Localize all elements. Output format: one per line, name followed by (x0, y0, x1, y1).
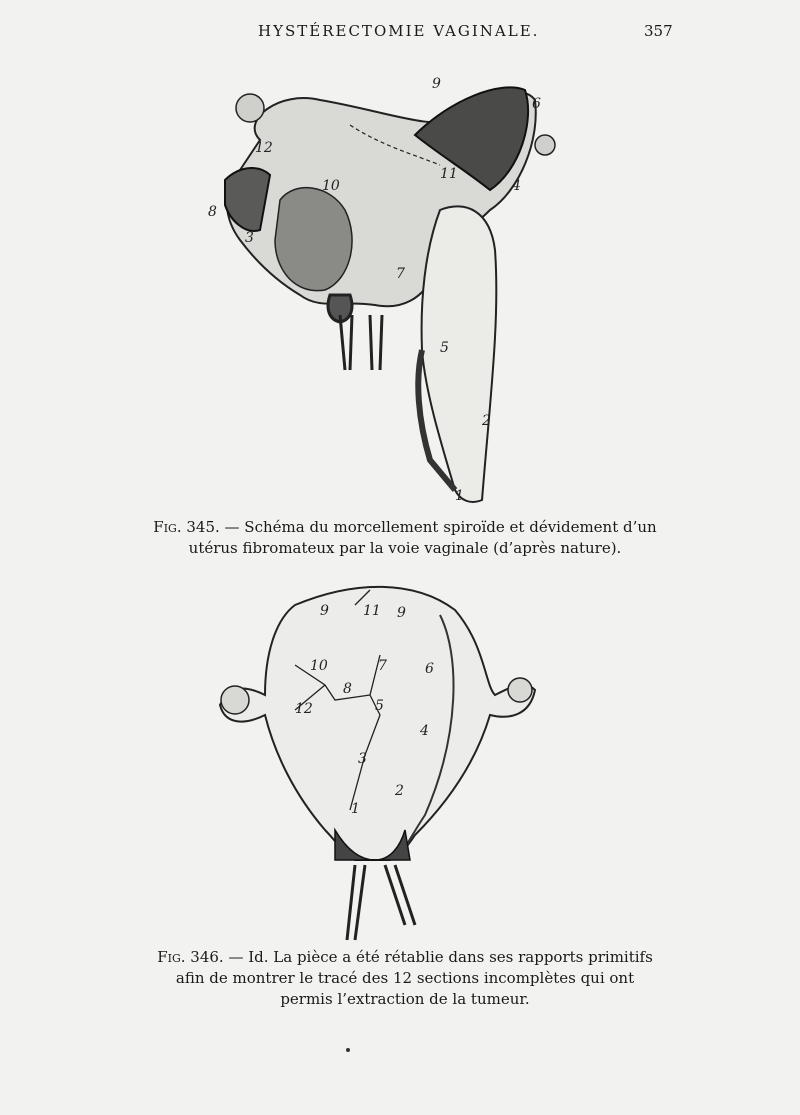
fig346-label-7: 7 (378, 658, 387, 674)
fig345-label-10: 10 (322, 178, 340, 194)
figure-345-label: Fig. 345. (153, 518, 220, 536)
fig346-label-2: 2 (395, 783, 404, 799)
fig346-label-9b: 9 (397, 605, 406, 621)
fig346-label-1: 1 (351, 801, 360, 817)
fig346-label-4: 4 (420, 723, 429, 739)
fig346-label-6: 6 (425, 661, 434, 677)
fig346-label-11: 11 (363, 603, 381, 619)
figure-346-illustration (205, 585, 560, 945)
fig345-label-4: 4 (512, 178, 521, 194)
fig346-label-3: 3 (358, 751, 367, 767)
fig345-label-2: 2 (482, 413, 491, 429)
running-title: HYSTÉRECTOMIE VAGINALE. (258, 22, 540, 40)
page-number: 357 (644, 22, 673, 40)
fig346-label-9a: 9 (320, 603, 329, 619)
fig346-label-8: 8 (343, 681, 352, 697)
figure-346-label: Fig. 346. (157, 948, 224, 966)
figure-345-caption-text: — Schéma du morcellement spiroïde et dévidement d’un utérus fibromateux par la voie vaginale (d’après nature). (188, 518, 657, 557)
ink-speck (346, 1048, 350, 1052)
fig345-label-6: 6 (532, 96, 541, 112)
figure-346-caption (150, 947, 660, 1010)
fig345-label-1: 1 (455, 488, 464, 504)
figure-345-caption (150, 517, 660, 559)
fig346-label-12: 12 (295, 701, 313, 717)
fig345-label-12: 12 (255, 140, 273, 156)
fig345-label-5: 5 (440, 340, 449, 356)
fig345-label-8: 8 (208, 204, 217, 220)
fig345-label-11: 11 (440, 166, 458, 182)
fig345-label-9: 9 (432, 76, 441, 92)
figure-345-drawing (200, 60, 580, 510)
figure-346-caption-text: — Id. La pièce a été rétablie dans ses rapports primitifs afin de montrer le tracé des 12 sections incomplètes qui ont permis l’extraction de la tumeur. (175, 948, 653, 1008)
fig345-label-3: 3 (245, 230, 254, 246)
figure-345-illustration (200, 60, 580, 510)
figure-346-drawing (205, 585, 560, 945)
fig345-label-7: 7 (396, 266, 405, 282)
fig346-label-10: 10 (310, 658, 328, 674)
fig346-label-5: 5 (375, 698, 384, 714)
